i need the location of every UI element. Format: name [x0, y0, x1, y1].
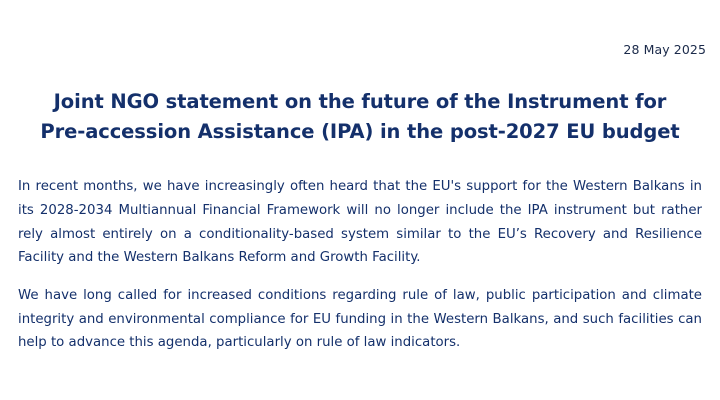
- document-paragraph-2: We have long called for increased conditions regarding rule of law, public participation and climate integrity and environmental compliance for EU funding in the Western Balkans, and such facilities can help to advance this agenda, particularly on rule of law indicators.: [18, 288, 702, 351]
- document-title: [14, 87, 706, 147]
- document-body: [14, 175, 706, 355]
- document-date: 28 May 2025: [623, 42, 706, 57]
- document-title-line-1: Joint NGO statement on the future of the Instrument for: [53, 90, 667, 113]
- document-title-line-2: Pre-accession Assistance (IPA) in the post-2027 EU budget: [40, 120, 680, 144]
- document-paragraph-1: In recent months, we have increasingly often heard that the EU's support for the Western Balkans in its 2028-2034 Multiannual Financial Framework will no longer include the IPA instrument but rather rely almost entirely on a conditionality-based system similar to the EU’s Recovery and Resilience Facility and the Western Balkans Reform and Growth Facility.: [18, 179, 702, 266]
